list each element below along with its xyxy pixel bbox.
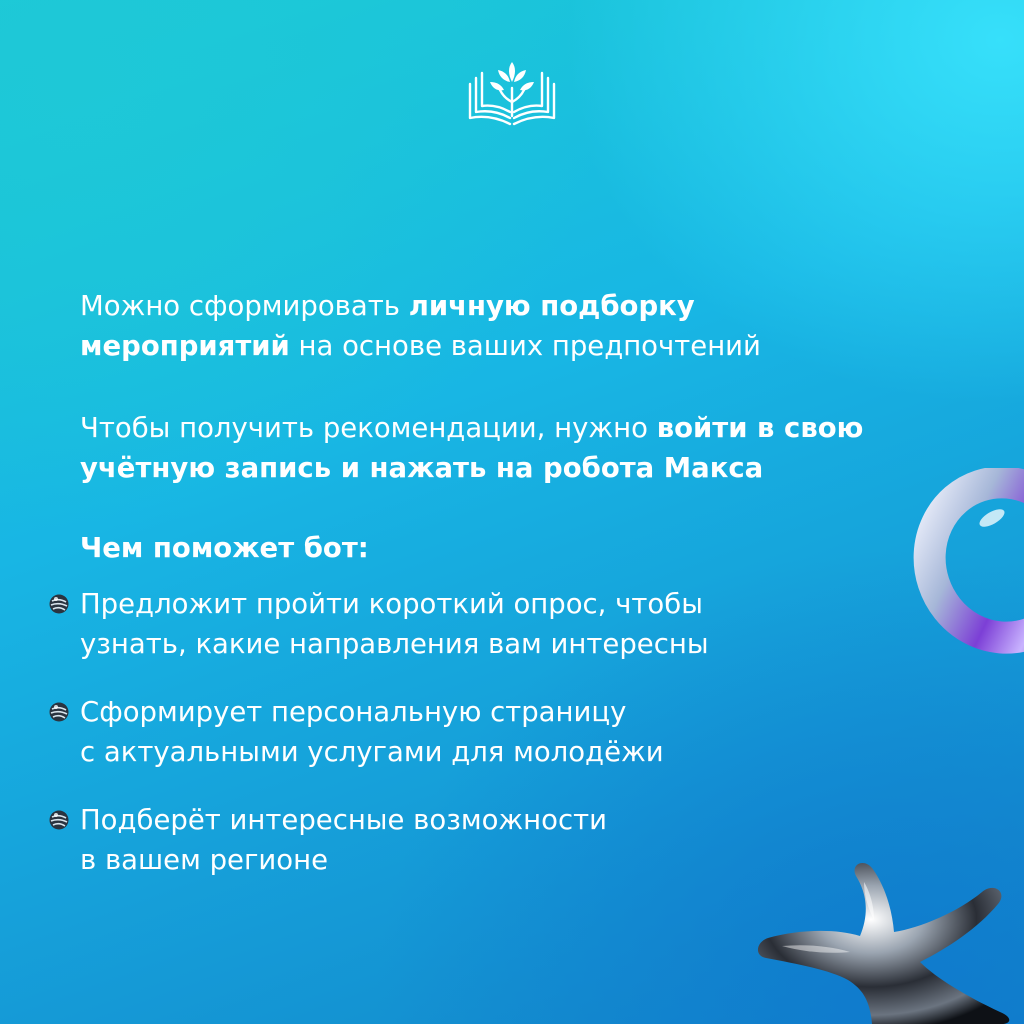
intro-text: Можно сформировать [80, 290, 409, 322]
book-tree-logo-icon [466, 58, 558, 128]
intro-emphasis: личную подборку [408, 290, 695, 322]
feature-text: Предложит пройти короткий опрос, чтобы узнать, какие направления вам интересны [80, 588, 709, 660]
list-item [48, 692, 968, 772]
instruction-emphasis: войти в свою [656, 412, 864, 444]
intro-paragraph [80, 286, 1000, 366]
intro-text-2: на основе ваших предпочтений [289, 330, 761, 362]
bot-features-list [48, 584, 968, 880]
sphere-bullet-icon [48, 701, 70, 723]
feature-text: Подберёт интересные возможности в вашем регионе [80, 804, 607, 876]
sphere-bullet-icon [48, 593, 70, 615]
sphere-bullet-icon [48, 809, 70, 831]
instruction-emphasis-2: учётную запись и нажать на робота Макса [80, 452, 764, 484]
instruction-paragraph [80, 408, 1000, 488]
instruction-text: Чтобы получить рекомендации, нужно [80, 412, 657, 444]
main-content [80, 286, 1000, 908]
chrome-star-decoration-icon [752, 862, 1024, 1024]
chrome-ring-decoration-icon [912, 468, 1024, 658]
feature-text: Сформирует персональную страницу с актуальными услугами для молодёжи [80, 696, 664, 768]
bot-help-heading: Чем поможет бот: [80, 532, 369, 564]
list-item [48, 584, 968, 664]
intro-emphasis-2: мероприятий [80, 330, 290, 362]
